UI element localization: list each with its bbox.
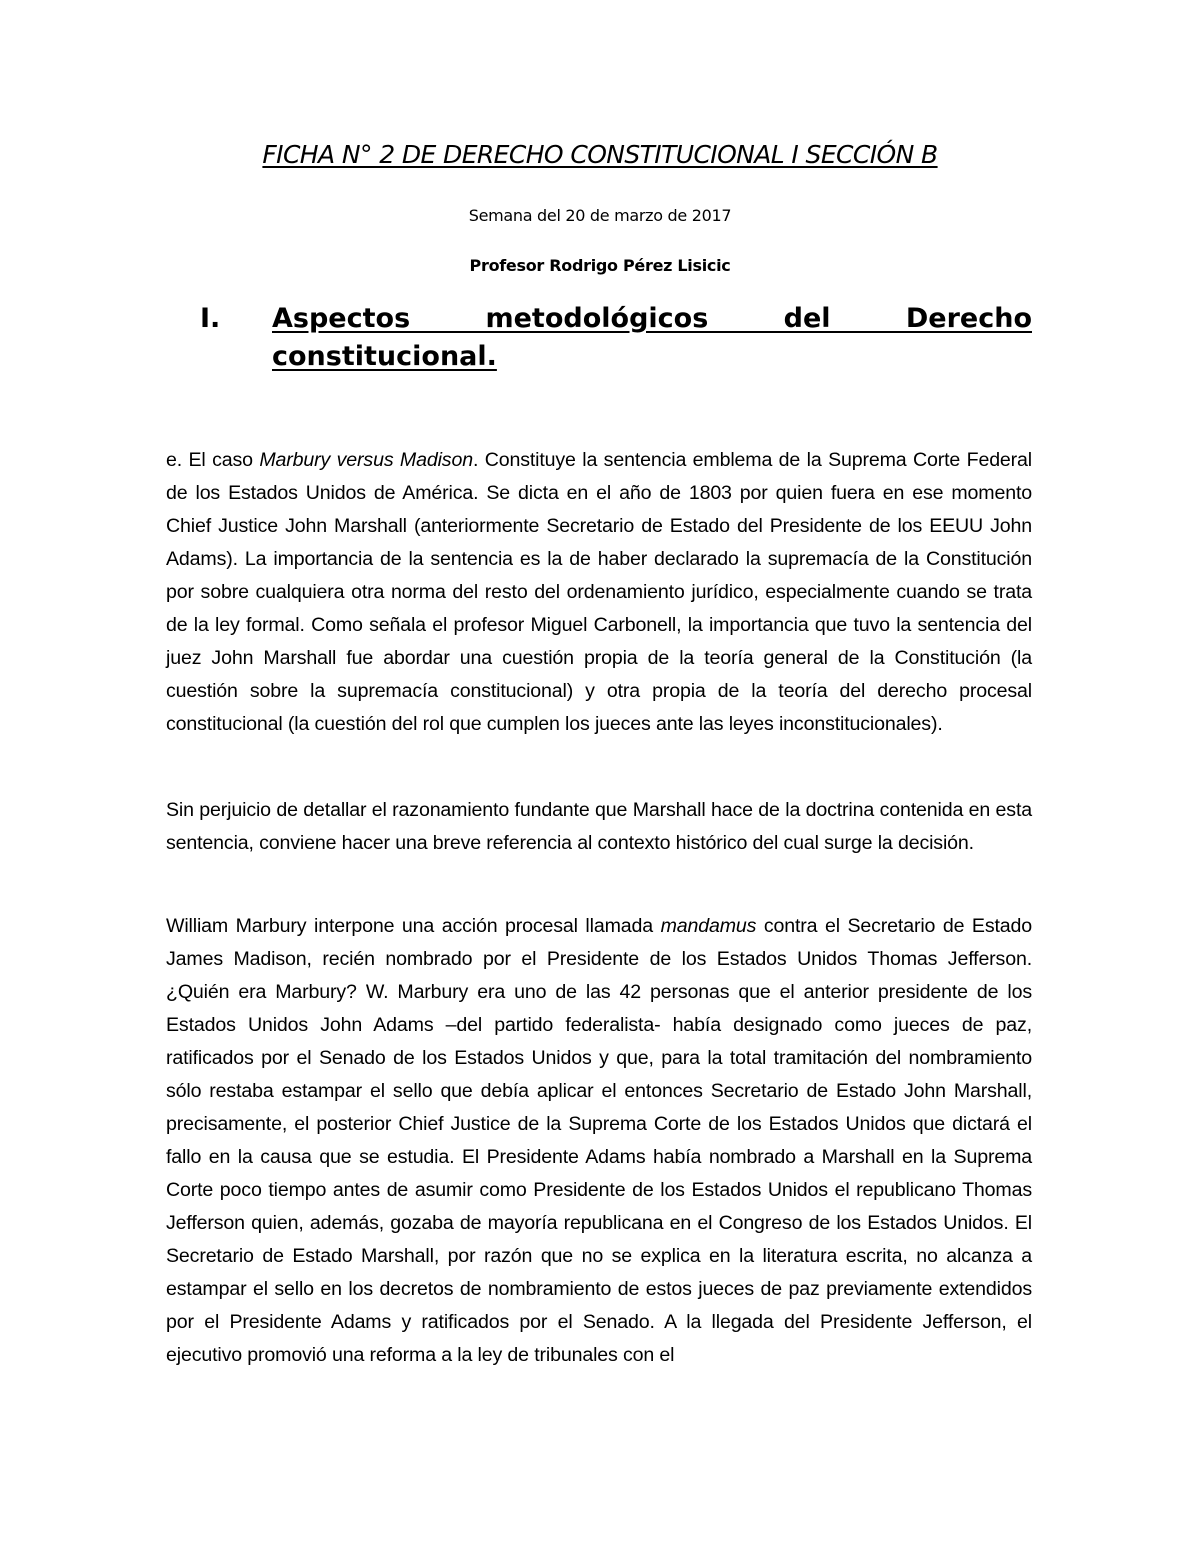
document-subtitle: Semana del 20 de marzo de 2017 (468, 206, 732, 225)
action-name: mandamus (660, 915, 757, 937)
section-title: Aspectos metodológicos del Derecho constitucional. (272, 303, 1032, 372)
paragraph-marbury-case (166, 444, 1032, 741)
document-title: FICHA N° 2 DE DERECHO CONSTITUCIONAL I SECCIÓN B (262, 140, 938, 169)
section-number: I. (200, 303, 221, 334)
case-name: Marbury versus Madison (259, 449, 473, 471)
paragraph-prefix: William Marbury interpone una acción procesal llamada (166, 915, 661, 937)
paragraph-marbury-background (166, 910, 1032, 1372)
paragraph-text: contra el Secretario de Estado James Madison, recién nombrado por el Presidente de los Estados Unidos Thomas Jefferson. ¿Quién era Marbury? W. Marbury era uno de las 42 personas que el anterior presidente de los Estados Unidos John Adams –del partido federalista- había designado como jueces de paz, ratificados por el Senado de los Estados Unidos y que, para la total tramitación del nombramiento sólo restaba estampar el sello que debía aplicar el entonces Secretario de Estado John Marshall, precisamente, el posterior Chief Justice de la Suprema Corte de los Estados Unidos que dictará el fallo en la causa que se estudia. El Presidente Adams había nombrado a Marshall en la Suprema Corte poco tiempo antes de asumir como Presidente de los Estados Unidos el republicano Thomas Jefferson quien, además, gozaba de mayoría republicana en el Congreso de los Estados Unidos. El Secretario de Estado Marshall, por razón que no se explica en la literatura escrita, no alcanza a estampar el sello en los decretos de nombramiento de estos jueces de paz previamente extendidos por el Presidente Adams y ratificados por el Senado. A la llegada del Presidente Jefferson, el ejecutivo promovió una reforma a la ley de tribunales con el (166, 915, 1032, 1366)
paragraph-historical-context (166, 794, 1032, 860)
professor-name: Profesor Rodrigo Pérez Lisicic (469, 256, 731, 275)
paragraph-text: . Constituye la sentencia emblema de la Suprema Corte Federal de los Estados Unidos de América. Se dicta en el año de 1803 por quien fuera en ese momento Chief Justice John Marshall (anteriormente Secretario de Estado del Presidente de los EEUU John Adams). La importancia de la sentencia es la de haber declarado la supremacía de la Constitución por sobre cualquiera otra norma del resto del ordenamiento jurídico, especialmente cuando se trata de la ley formal. Como señala el profesor Miguel Carbonell, la importancia que tuvo la sentencia del juez John Marshall fue abordar una cuestión propia de la teoría general de la Constitución (la cuestión sobre la supremacía constitucional) y otra propia de la teoría del derecho procesal constitucional (la cuestión del rol que cumplen los jueces ante las leyes inconstitucionales). (166, 449, 1033, 735)
paragraph-prefix: e. El caso (166, 449, 260, 471)
paragraph-text: Sin perjuicio de detallar el razonamiento fundante que Marshall hace de la doctrina contenida en esta sentencia, conviene hacer una breve referencia al contexto histórico del cual surge la decisión. (166, 799, 1032, 854)
